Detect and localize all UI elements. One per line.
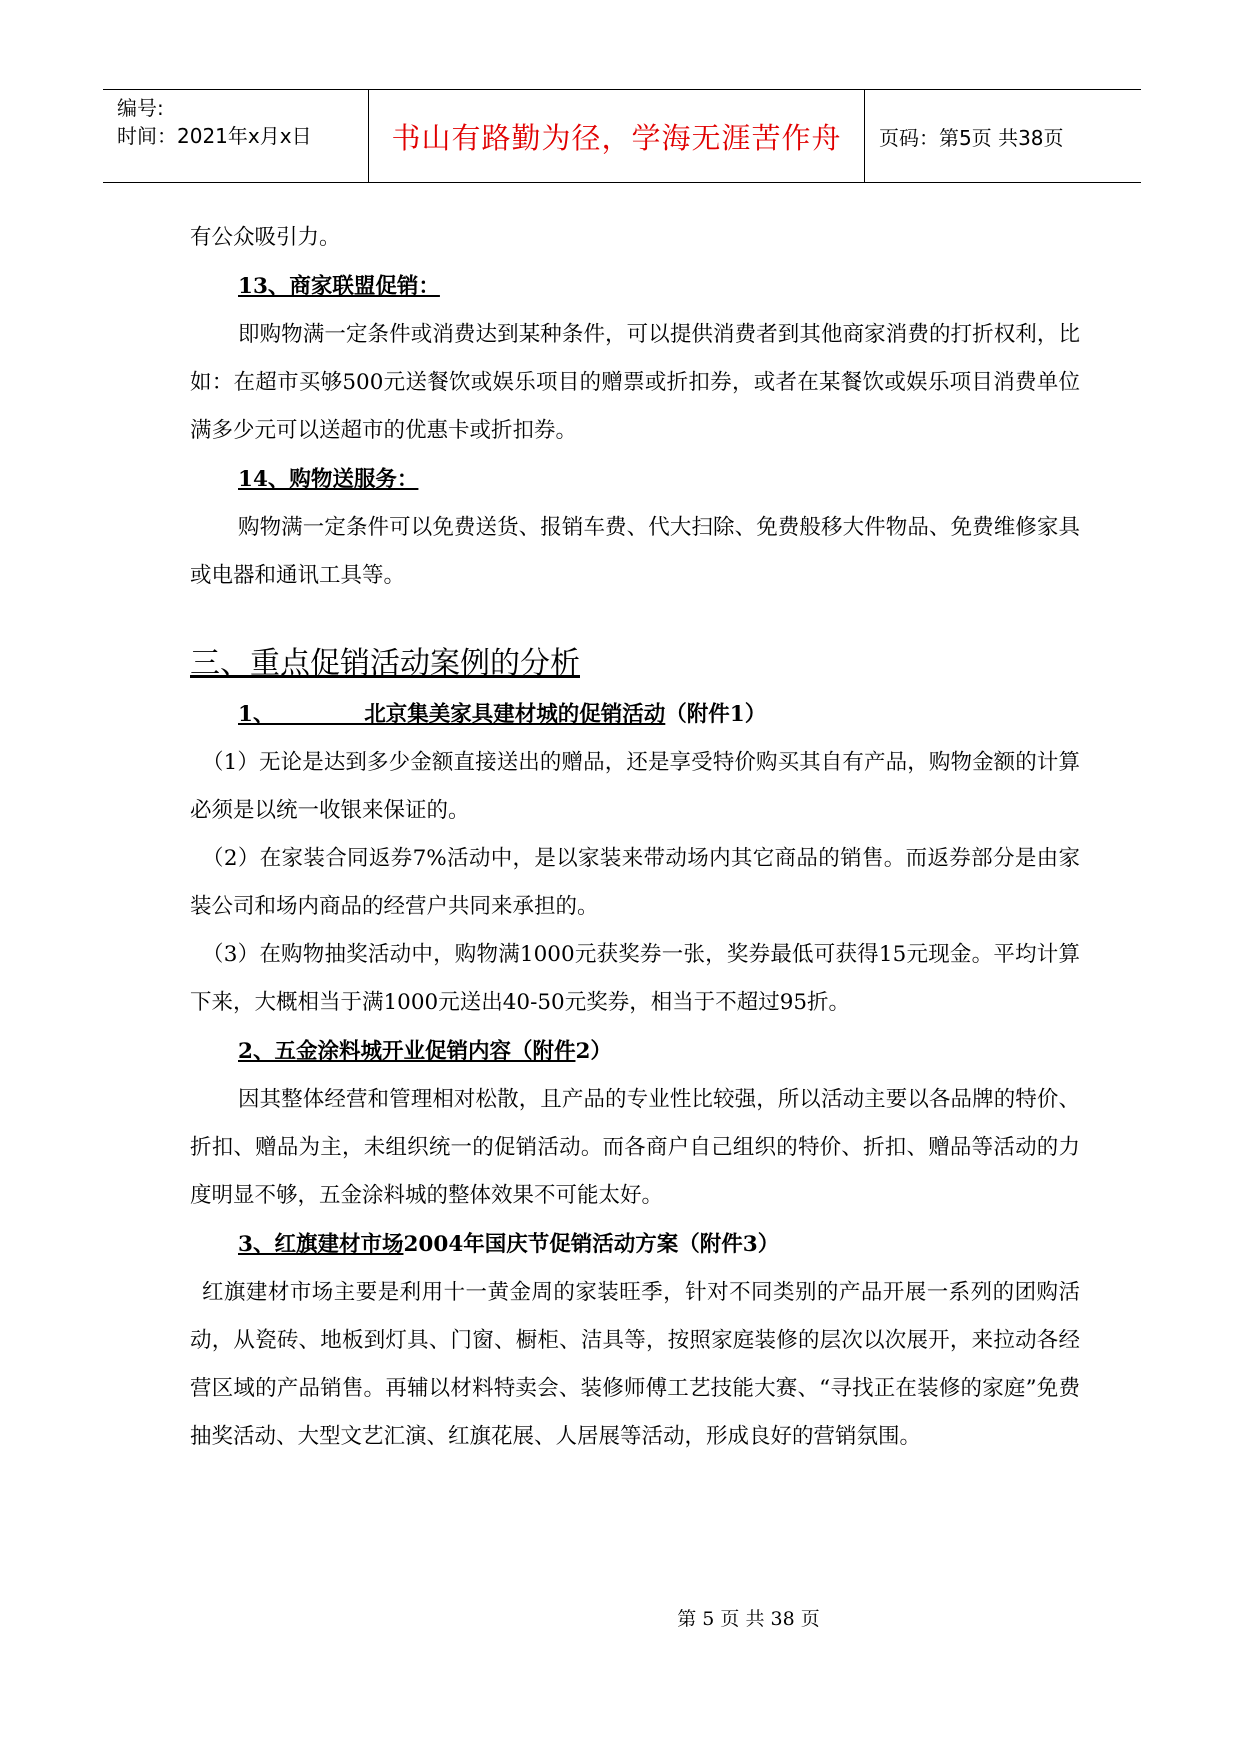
section-heading-3: 三、重点促销活动案例的分析	[190, 646, 580, 681]
case-1-paragraph-1: （1）无论是达到多少金额直接送出的赠品，还是享受特价购买其自有产品，购物金额的计算必须是以统一收银来保证的。	[190, 750, 1080, 823]
case-1-paragraph-2: （2）在家装合同返券7%活动中，是以家装来带动场内其它商品的销售。而返券部分是由家装公司和场内商品的经营户共同来承担的。	[190, 846, 1080, 919]
case-3-heading	[190, 1220, 1080, 1269]
paragraph-14: 购物满一定条件可以免费送货、报销车费、代大扫除、免费般移大件物品、免费维修家具或电器和通讯工具等。	[190, 515, 1080, 588]
case-3-paragraph: 红旗建材市场主要是利用十一黄金周的家装旺季，针对不同类别的产品开展一系列的团购活动，从瓷砖、地板到灯具、门窗、橱柜、洁具等，按照家庭装修的层次以次展开，来拉动各经营区域的产品销售。再辅以材料特卖会、装修师傅工艺技能大赛、“寻找正在装修的家庭”免费抽奖活动、大型文艺汇演、红旗花展、人居展等活动，形成良好的营销氛围。	[190, 1280, 1080, 1449]
subheading-14-text: 14、购物送服务：	[238, 467, 419, 492]
case-1-title: 1、 北京集美家具建材城的促销活动	[238, 702, 666, 727]
header-meta	[103, 90, 369, 182]
document-body	[190, 214, 1080, 1461]
case-2-heading	[190, 1027, 1080, 1076]
header-motto: 书山有路勤为径，学海无涯苦作舟	[369, 90, 865, 182]
case-1-note: （附件1）	[665, 702, 767, 727]
case-1-heading	[190, 690, 1080, 739]
page-footer: 第 5 页 共 38 页	[677, 1608, 820, 1630]
page-header	[103, 89, 1141, 183]
case-3-note: 2004年国庆节促销活动方案（附件3）	[403, 1232, 780, 1257]
paragraph-continuation: 有公众吸引力。	[190, 225, 341, 250]
document-number-label: 编号:	[117, 96, 164, 120]
case-3-title: 3、红旗建材市场	[238, 1232, 404, 1257]
case-2-note: 2）	[575, 1039, 612, 1064]
case-2-title: 2、五金涂料城开业促销内容（附件	[238, 1039, 576, 1064]
subheading-13-text: 13、商家联盟促销：	[238, 274, 440, 299]
paragraph-13: 即购物满一定条件或消费达到某种条件，可以提供消费者到其他商家消费的打折权利，比如：在超市买够500元送餐饮或娱乐项目的赠票或折扣券，或者在某餐饮或娱乐项目消费单位满多少元可以送超市的优惠卡或折扣券。	[190, 322, 1080, 443]
subheading-13	[190, 262, 1080, 311]
document-time-label: 时间：2021年x月x日	[117, 124, 312, 148]
subheading-14	[190, 455, 1080, 504]
case-1-paragraph-3: （3）在购物抽奖活动中，购物满1000元获奖券一张，奖券最低可获得15元现金。平均计算下来，大概相当于满1000元送出40-50元奖券，相当于不超过95折。	[190, 942, 1080, 1015]
case-2-paragraph: 因其整体经营和管理相对松散，且产品的专业性比较强，所以活动主要以各品牌的特价、折扣、赠品为主，未组织统一的促销活动。而各商户自己组织的特价、折扣、赠品等活动的力度明显不够，五金涂料城的整体效果不可能太好。	[190, 1087, 1080, 1208]
header-page-info: 页码：第5页 共38页	[879, 125, 1064, 150]
